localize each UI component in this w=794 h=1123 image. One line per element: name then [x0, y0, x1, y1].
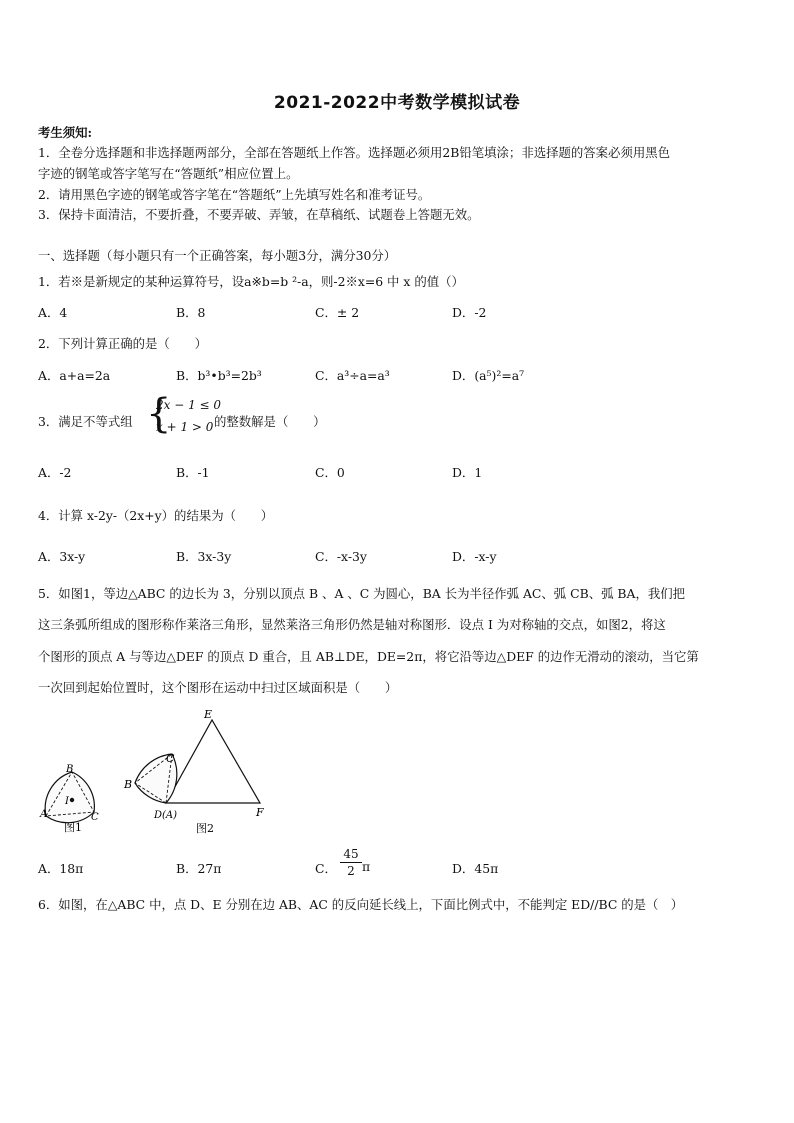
inequality-1: 2x − 1 ≤ 0: [156, 398, 222, 412]
page-title: 2021-2022中考数学模拟试卷: [273, 93, 521, 113]
label-i: I: [65, 796, 69, 807]
option-d: D．-2: [452, 305, 487, 320]
fraction-45-over-2: [340, 846, 362, 879]
notice-item: 2．请用黑色字迹的钢笔或答字笔在“答题纸”上先填写姓名和准考证号。: [38, 187, 431, 202]
option-b: B．-1: [176, 465, 210, 480]
pi-symbol: π: [362, 859, 371, 874]
figure-2-caption: 图2: [196, 822, 214, 835]
section-heading: 一、选择题（每小题只有一个正确答案，每小题3分，满分30分）: [38, 248, 397, 263]
option-d: D．-x-y: [452, 549, 497, 564]
option-c: C．0: [315, 465, 345, 480]
label-a: A: [40, 809, 48, 820]
question-4-options: [38, 547, 758, 565]
option-b: B．3x-3y: [176, 549, 232, 564]
option-a: A．3x-y: [38, 549, 86, 564]
figure-1-caption: 图1: [64, 821, 82, 834]
label-b: B: [66, 764, 74, 775]
notice-heading: 考生须知:: [38, 125, 93, 140]
option-a: A．-2: [38, 465, 72, 480]
option-d: D．1: [452, 465, 483, 480]
option-a: A．4: [38, 305, 68, 320]
fraction-denominator: 2: [347, 864, 355, 878]
question-3-stem-start: 3．满足不等式组: [38, 414, 133, 429]
reuleaux-shape: [45, 772, 94, 823]
option-b: B．27π: [176, 861, 222, 876]
center-point: [70, 798, 74, 802]
option-c: C．-x-3y: [315, 549, 367, 564]
option-d: D．(a⁵)²=a⁷: [452, 368, 525, 383]
question-3-stem-end: 的整数解是（ ）: [214, 414, 326, 429]
option-a: A．a+a=2a: [38, 368, 111, 383]
notice-item: 1．全卷分选择题和非选择题两部分，全部在答题纸上作答。选择题必须用2B铅笔填涂；非选择题的答案必须用黑色: [38, 145, 671, 160]
question-5-line: 这三条弧所组成的图形称作莱洛三角形，显然莱洛三角形仍然是轴对称图形．设点 I 为对称轴的交点，如图2，将这: [38, 617, 666, 632]
label-da: D(A): [154, 810, 178, 821]
question-2-options: [38, 366, 758, 384]
option-b: B．b³•b³=2b³: [176, 368, 262, 383]
label-c: C: [91, 812, 99, 823]
question-2-stem: 2．下列计算正确的是（ ）: [38, 336, 207, 351]
notice-item: 字迹的钢笔或答字笔写在“答题纸”相应位置上。: [38, 166, 299, 181]
question-5-line: 个图形的顶点 A 与等边△DEF 的顶点 D 重合，且 AB⊥DE，DE=2π，将它沿等边△DEF 的边作无滑动的滚动，当它第: [38, 649, 699, 664]
question-4-stem: 4．计算 x-2y-（2x+y）的结果为（ ）: [38, 508, 274, 523]
figure-2: [120, 706, 280, 838]
option-c: C．± 2: [315, 305, 360, 320]
option-a: A．18π: [38, 861, 84, 876]
label-b: B: [124, 778, 133, 791]
question-5-options: [38, 859, 758, 877]
inequality-system: [146, 391, 222, 442]
fraction-numerator: 45: [340, 846, 362, 863]
question-6-stem: 6．如图，在△ABC 中，点 D、E 分别在边 AB、AC 的反向延长线上，下面比例式中，不能判定 ED//BC 的是（ ）: [38, 897, 684, 912]
label-f: F: [256, 806, 264, 819]
question-5-line: 一次回到起始位置时，这个图形在运动中扫过区域面积是（ ）: [38, 680, 398, 695]
label-e: E: [204, 708, 213, 721]
question-1-options: [38, 303, 758, 321]
label-c: C: [166, 752, 175, 765]
notice-item: 3．保持卡面清洁，不要折叠，不要弄破、弄皱，在草稿纸、试题卷上答题无效。: [38, 207, 480, 222]
question-3-options: [38, 463, 758, 481]
question-1-stem: 1．若※是新规定的某种运算符号，设a※b=b ²-a，则-2※x=6 中 x 的值（）: [38, 274, 464, 289]
question-5-line: 5．如图1，等边△ABC 的边长为 3，分别以顶点 B 、A 、C 为圆心，BA 长为半径作弧 AC、弧 CB、弧 BA，我们把: [38, 586, 686, 601]
inequality-2: x + 1 > 0: [156, 420, 214, 434]
figure-1: [36, 758, 116, 838]
option-c: C．: [315, 861, 337, 876]
option-b: B．8: [176, 305, 206, 320]
option-c: C．a³÷a=a³: [315, 368, 390, 383]
brace-icon: {: [146, 391, 172, 437]
option-d: D．45π: [452, 861, 499, 876]
triangle-def: [166, 720, 260, 803]
